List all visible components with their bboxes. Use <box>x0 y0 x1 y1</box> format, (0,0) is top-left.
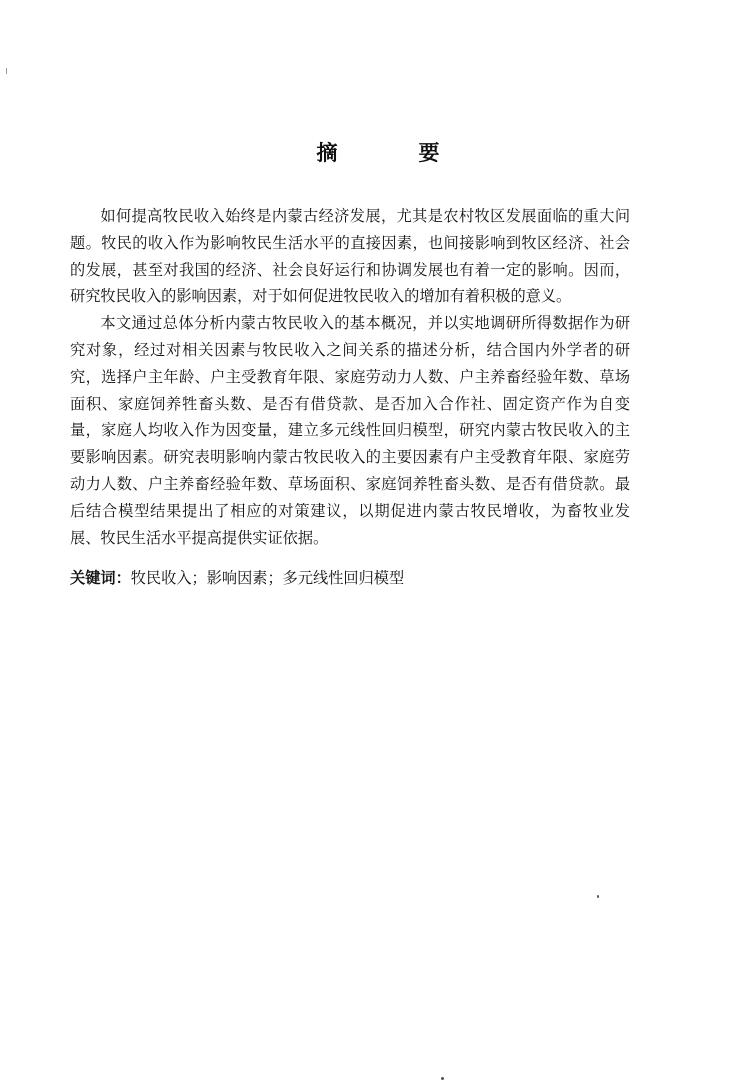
scan-speck <box>441 1077 444 1080</box>
abstract-title: 摘 要 <box>316 141 470 165</box>
abstract-paragraph-1: 如何提高牧民收入始终是内蒙古经济发展，尤其是农村牧区发展面临的重大问题。牧民的收入作为影响牧民生活水平的直接因素，也间接影响到牧区经济、社会的发展，甚至对我国的经济、社会良好运行和协调发展也有着一定的影响。因而，研究牧民收入的影响因素，对于如何促进牧民收入的增加有着积极的意义。 <box>70 207 630 306</box>
scan-speck <box>597 895 599 898</box>
keywords-label: 关键词： <box>70 569 131 587</box>
keywords-text: 牧民收入；影响因素；多元线性回归模型 <box>130 569 405 587</box>
keywords-line <box>70 565 404 591</box>
abstract-paragraph-2: 本文通过总体分析内蒙古牧民收入的基本概况，并以实地调研所得数据作为研究对象，经过对相关因素与牧民收入之间关系的描述分析，结合国内外学者的研究，选择户主年龄、户主受教育年限、家庭劳动力人数、户主养畜经验年数、草场面积、家庭饲养牲畜头数、是否有借贷款、是否加入合作社、固定资产作为自变量，家庭人均收入作为因变量，建立多元线性回归模型，研究内蒙古牧民收入的主要影响因素。研究表明影响内蒙古牧民收入的主要因素有户主受教育年限、家庭劳动力人数、户主养畜经验年数、草场面积、家庭饲养牲畜头数、是否有借贷款。最后结合模型结果提出了相应的对策建议，以期促进内蒙古牧民增收，为畜牧业发展、牧民生活水平提高提供实证依据。 <box>70 314 630 547</box>
scan-speck <box>6 68 7 74</box>
abstract-body <box>70 203 630 551</box>
